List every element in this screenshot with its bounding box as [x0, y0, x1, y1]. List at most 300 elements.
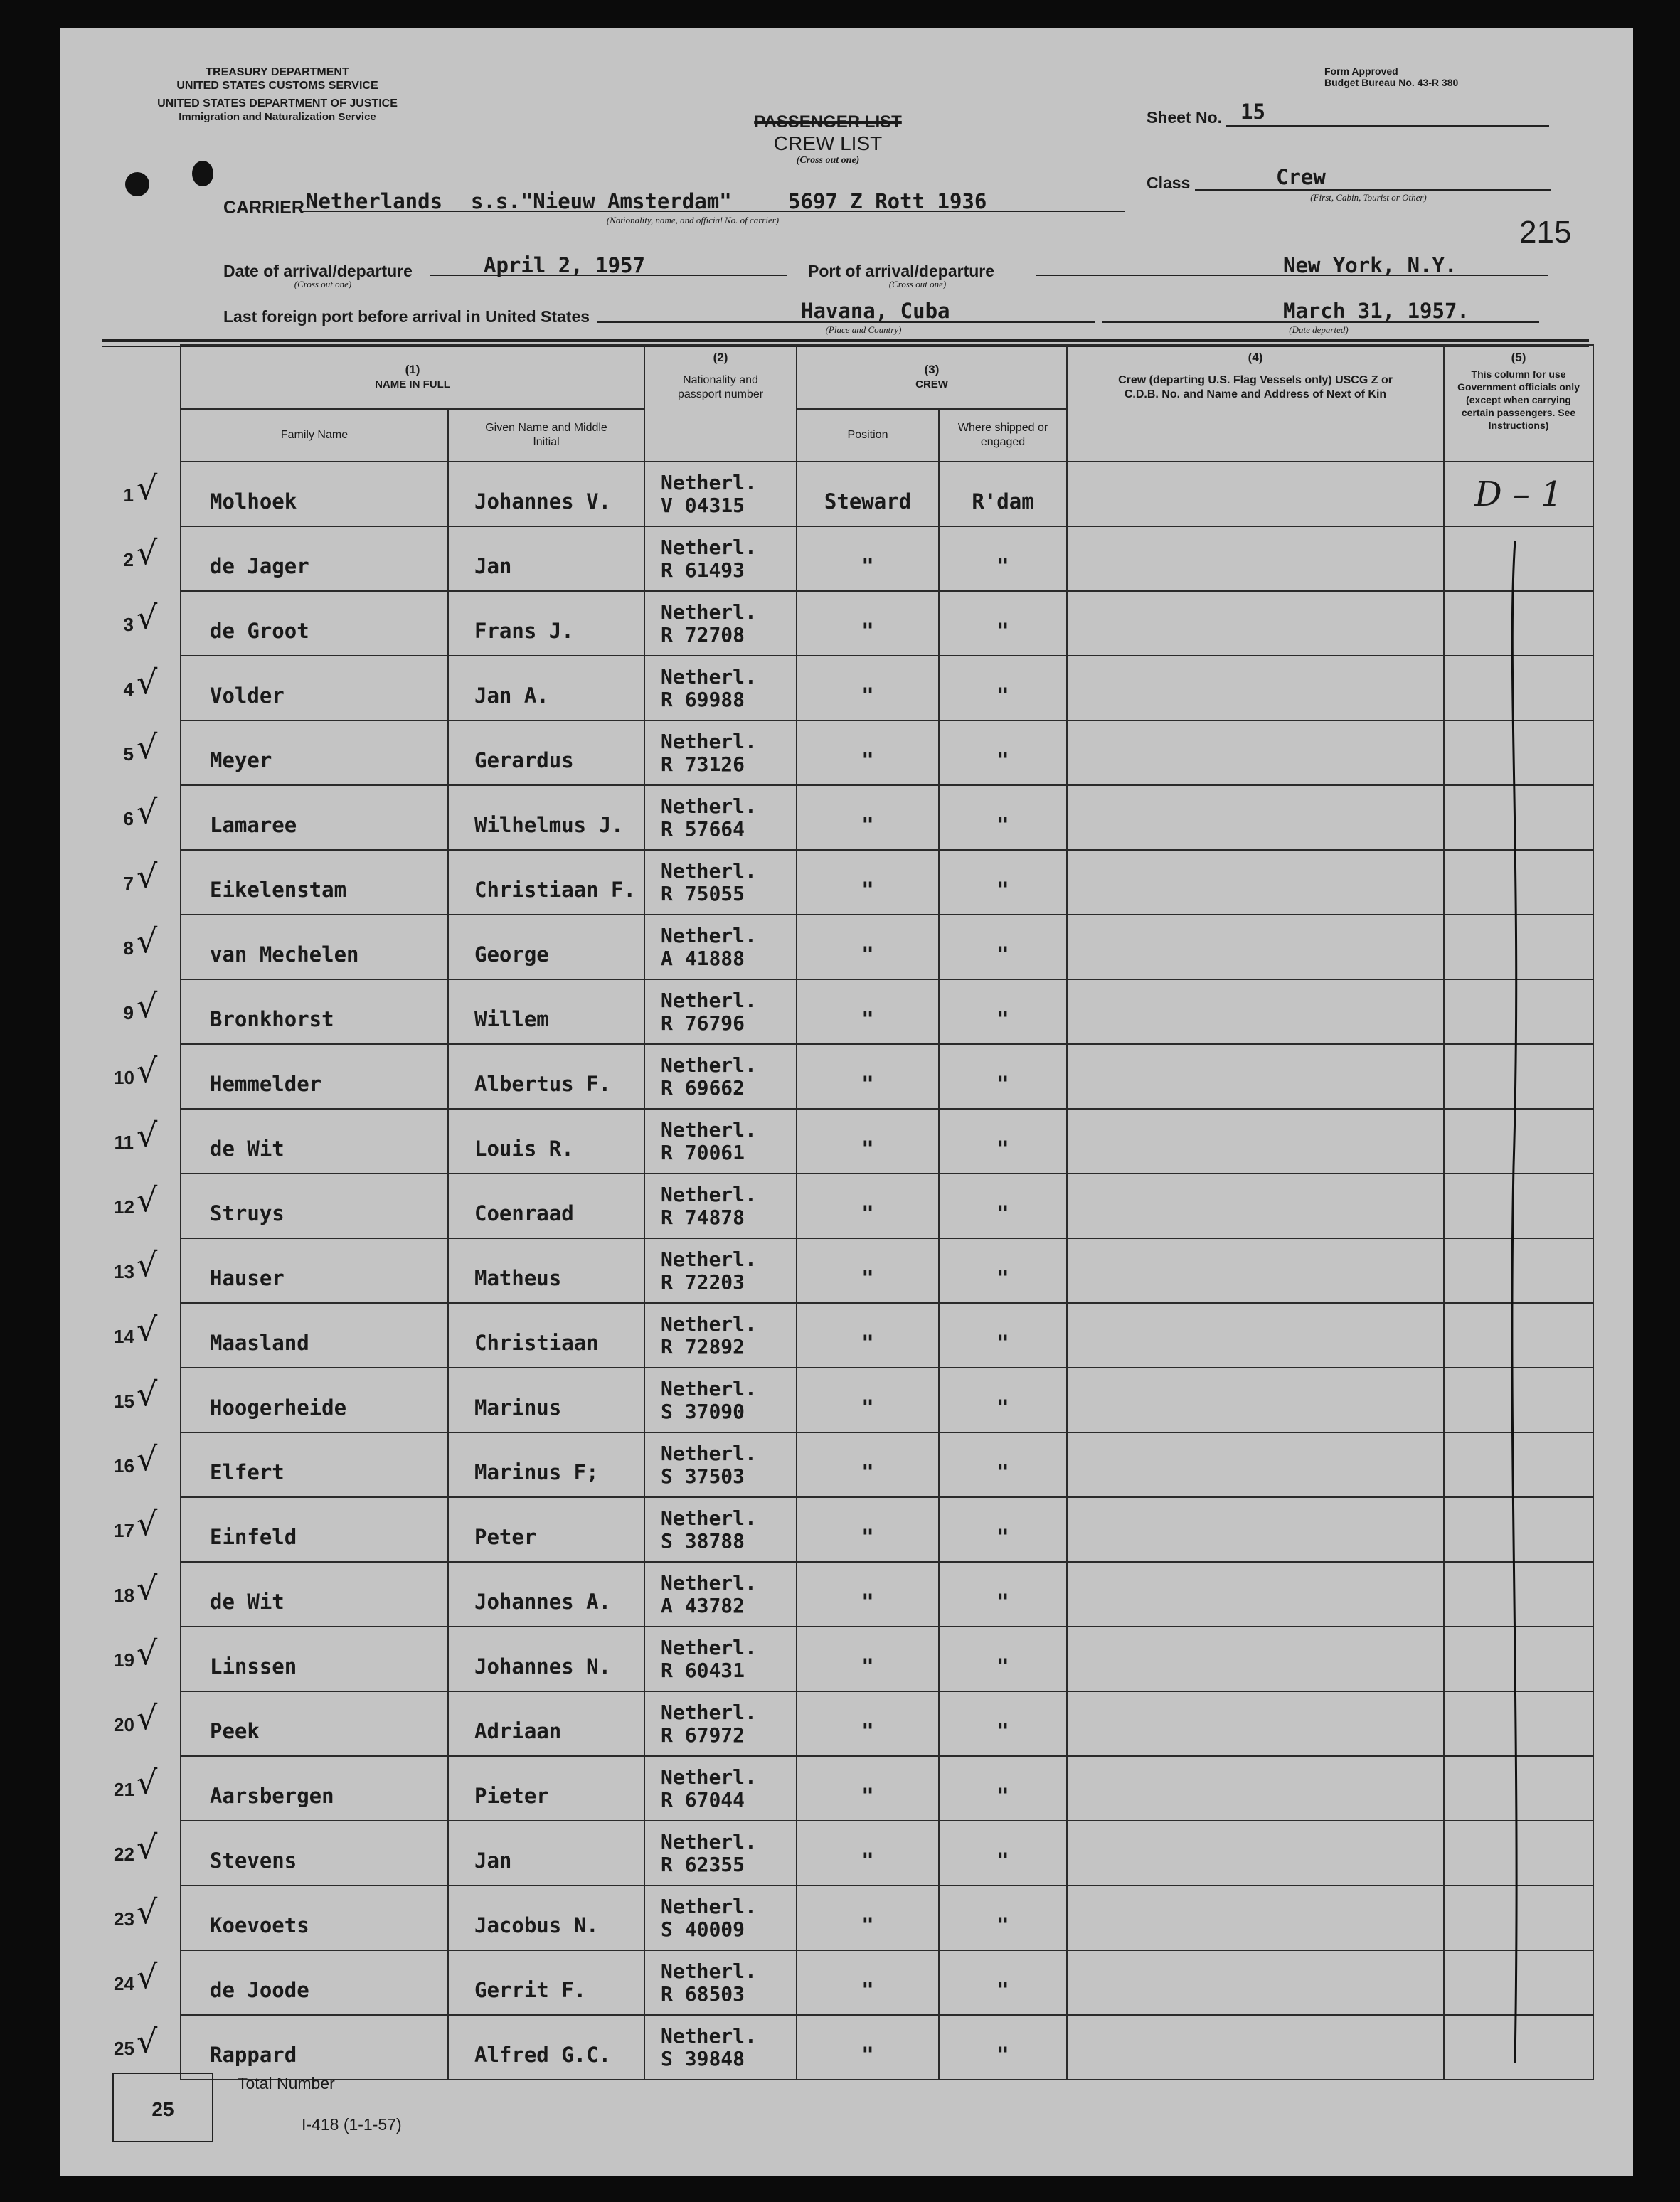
col5-header	[1444, 345, 1593, 462]
nationality-cell	[644, 1756, 797, 1821]
nationality: Netherl.	[661, 536, 757, 559]
row-number-cell	[114, 1497, 181, 1562]
next-of-kin	[1067, 1174, 1444, 1238]
passport-number: R 70061	[661, 1141, 745, 1164]
given-name: Albertus F.	[448, 1044, 644, 1109]
col4-header	[1067, 345, 1444, 462]
row-number-cell	[114, 2015, 181, 2080]
nationality: Netherl.	[661, 730, 757, 753]
position: "	[797, 1691, 939, 1756]
nationality-cell	[644, 1562, 797, 1627]
crew-table	[114, 344, 1594, 2080]
carrier-country: Netherlands	[306, 189, 443, 213]
row-number-cell	[114, 720, 181, 785]
row-number: 13	[114, 1261, 134, 1282]
passport-number: R 62355	[661, 1853, 745, 1876]
family-name: Struys	[181, 1174, 448, 1238]
nationality-cell	[644, 591, 797, 656]
nationality-cell	[644, 1238, 797, 1303]
row-number: 23	[114, 1908, 134, 1930]
passport-number: R 68503	[661, 1982, 745, 2006]
table-row	[114, 1821, 1593, 1885]
given-name: Coenraad	[448, 1174, 644, 1238]
nationality-cell	[644, 1432, 797, 1497]
passport-number: R 69662	[661, 1076, 745, 1100]
gov-use: D – 1	[1444, 462, 1593, 526]
passport-number: A 41888	[661, 947, 745, 970]
shipped-at: "	[939, 915, 1067, 979]
position: "	[797, 656, 939, 720]
checkmark: √	[137, 922, 158, 960]
checkmark: √	[137, 986, 158, 1025]
passport-number: S 40009	[661, 1918, 745, 1941]
row-number: 5	[123, 743, 134, 765]
row-number: 24	[114, 1973, 134, 1994]
nationality: Netherl.	[661, 1571, 757, 1595]
passport-number: R 60431	[661, 1659, 745, 1682]
table-row	[114, 1174, 1593, 1238]
next-of-kin	[1067, 1497, 1444, 1562]
carrier-vessel: s.s."Nieuw Amsterdam"	[471, 189, 732, 213]
row-number-cell	[114, 1432, 181, 1497]
col5-number: (5)	[1511, 351, 1526, 364]
agency-line-4: Immigration and Naturalization Service	[179, 111, 376, 123]
next-of-kin	[1067, 591, 1444, 656]
checkmark: √	[137, 1181, 158, 1219]
table-row	[114, 1885, 1593, 1950]
next-of-kin	[1067, 1821, 1444, 1885]
row-number-cell	[114, 915, 181, 979]
given-name: Marinus F;	[448, 1432, 644, 1497]
row-number-cell	[114, 785, 181, 850]
row-number: 1	[123, 484, 134, 506]
nationality: Netherl.	[661, 1701, 757, 1724]
position: "	[797, 979, 939, 1044]
agency-block	[121, 65, 434, 124]
row-number: 21	[114, 1779, 134, 1800]
title-struck: PASSENGER LIST	[754, 112, 902, 132]
row-number: 17	[114, 1520, 134, 1541]
family-name: Meyer	[181, 720, 448, 785]
row-number-cell	[114, 1368, 181, 1432]
table-row	[114, 785, 1593, 850]
row-number: 6	[123, 808, 134, 829]
nationality: Netherl.	[661, 859, 757, 883]
nationality-cell	[644, 1497, 797, 1562]
next-of-kin	[1067, 2015, 1444, 2080]
table-row	[114, 1691, 1593, 1756]
passport-number: S 38788	[661, 1529, 745, 1553]
sheet-label: Sheet No.	[1147, 108, 1223, 127]
row-number-cell	[114, 1303, 181, 1368]
nationality: Netherl.	[661, 1312, 757, 1336]
shipped-at: "	[939, 785, 1067, 850]
row-number-cell	[114, 591, 181, 656]
row-number: 25	[114, 2038, 134, 2059]
shipped-at: "	[939, 526, 1067, 591]
passport-number: S 39848	[661, 2047, 745, 2070]
row-number-cell	[114, 656, 181, 720]
row-number: 22	[114, 1844, 134, 1865]
next-of-kin	[1067, 1950, 1444, 2015]
row-number-cell	[114, 462, 181, 526]
given-name: Louis R.	[448, 1109, 644, 1174]
title-note: (Cross out one)	[796, 155, 860, 166]
checkmark: √	[137, 598, 158, 637]
title: CREW LIST	[773, 132, 883, 154]
family-name: Hemmelder	[181, 1044, 448, 1109]
last-port-value: Havana, Cuba	[801, 299, 950, 323]
port-label: Port of arrival/departure	[808, 262, 995, 280]
table-row	[114, 720, 1593, 785]
next-of-kin	[1067, 526, 1444, 591]
next-of-kin	[1067, 1238, 1444, 1303]
shipped-at: "	[939, 591, 1067, 656]
next-of-kin	[1067, 1303, 1444, 1368]
given-name: Gerrit F.	[448, 1950, 644, 2015]
family-name: Aarsbergen	[181, 1756, 448, 1821]
date-departed-note: (Date departed)	[1289, 324, 1349, 335]
col3-title: CREW	[915, 378, 948, 390]
next-of-kin	[1067, 1627, 1444, 1691]
passport-number: R 57664	[661, 817, 745, 841]
nationality-cell	[644, 2015, 797, 2080]
position: Steward	[797, 462, 939, 526]
family-name: Hoogerheide	[181, 1368, 448, 1432]
position: "	[797, 1756, 939, 1821]
port-note: (Cross out one)	[888, 279, 947, 289]
table-row	[114, 1368, 1593, 1432]
row-number-cell	[114, 1885, 181, 1950]
passport-number: R 76796	[661, 1011, 745, 1035]
family-name: Einfeld	[181, 1497, 448, 1562]
given-name: Jan	[448, 1821, 644, 1885]
row-number: 4	[123, 679, 134, 700]
row-number: 8	[123, 937, 134, 959]
shipped-at: "	[939, 1691, 1067, 1756]
class-value: Crew	[1276, 165, 1326, 189]
form-approved-block	[1324, 65, 1458, 88]
header-row-1	[114, 345, 1593, 409]
nationality: Netherl.	[661, 1442, 757, 1465]
checkmark: √	[137, 1245, 158, 1284]
table-row	[114, 1756, 1593, 1821]
shipped-at: "	[939, 1174, 1067, 1238]
passport-number: R 75055	[661, 882, 745, 905]
checkmark: √	[137, 1504, 158, 1543]
next-of-kin	[1067, 720, 1444, 785]
family-name: de Wit	[181, 1562, 448, 1627]
given-name: Willem	[448, 979, 644, 1044]
position: "	[797, 720, 939, 785]
shipped-at: "	[939, 2015, 1067, 2080]
last-port-note: (Place and Country)	[825, 324, 902, 335]
passport-number: R 67972	[661, 1723, 745, 1747]
checkmark: √	[137, 533, 158, 572]
checkmark: √	[137, 1698, 158, 1737]
row-number: 19	[114, 1649, 134, 1671]
total-box	[112, 2073, 213, 2142]
nationality-cell	[644, 1885, 797, 1950]
budget-bureau: Budget Bureau No. 43-R 380	[1324, 77, 1459, 88]
passport-number: R 72708	[661, 623, 745, 647]
col2-number: (2)	[713, 351, 728, 364]
table-row	[114, 526, 1593, 591]
shipped-at: "	[939, 1368, 1067, 1432]
table-row	[114, 1950, 1593, 2015]
next-of-kin	[1067, 1432, 1444, 1497]
carrier-note: (Nationality, name, and official No. of carrier)	[606, 215, 780, 225]
col2-title: Nationality and passport number	[677, 374, 764, 400]
col2-header	[644, 345, 797, 462]
position: "	[797, 1562, 939, 1627]
shipped-at: "	[939, 1044, 1067, 1109]
row-number-cell	[114, 979, 181, 1044]
table-row	[114, 1497, 1593, 1562]
nationality: Netherl.	[661, 1053, 757, 1077]
position: "	[797, 850, 939, 915]
col1a-header: Family Name	[181, 409, 448, 462]
nationality: Netherl.	[661, 1377, 757, 1400]
family-name: de Groot	[181, 591, 448, 656]
checkmark: √	[137, 469, 158, 507]
agency-line-3: UNITED STATES DEPARTMENT OF JUSTICE	[157, 97, 398, 110]
row-number-cell	[114, 1756, 181, 1821]
next-of-kin	[1067, 1109, 1444, 1174]
row-number-cell	[114, 1821, 181, 1885]
nationality-cell	[644, 1368, 797, 1432]
row-number: 11	[114, 1132, 134, 1153]
crew-rows	[114, 462, 1593, 2080]
checkmark: √	[137, 1440, 158, 1478]
agency-line-2: UNITED STATES CUSTOMS SERVICE	[176, 80, 378, 92]
stamp-number: 215	[1519, 215, 1572, 250]
nationality-cell	[644, 785, 797, 850]
family-name: Eikelenstam	[181, 850, 448, 915]
nationality-cell	[644, 462, 797, 526]
checkmark: √	[137, 1375, 158, 1413]
row-number: 2	[123, 549, 134, 570]
passport-number: A 43782	[661, 1594, 745, 1617]
nationality: Netherl.	[661, 1830, 757, 1853]
col1-number: (1)	[405, 363, 420, 376]
punch-hole-right	[192, 161, 213, 186]
next-of-kin	[1067, 785, 1444, 850]
position: "	[797, 1368, 939, 1432]
table-row	[114, 462, 1593, 526]
nationality-cell	[644, 1627, 797, 1691]
family-name: Maasland	[181, 1303, 448, 1368]
header-rule	[102, 339, 1589, 342]
port-value: New York, N.Y.	[1283, 253, 1457, 277]
position: "	[797, 1885, 939, 1950]
form-number: I-418 (1-1-57)	[302, 2115, 402, 2134]
row-number-cell	[114, 1174, 181, 1238]
table-row	[114, 850, 1593, 915]
given-name: Adriaan	[448, 1691, 644, 1756]
position: "	[797, 2015, 939, 2080]
passport-number: R 67044	[661, 1788, 745, 1812]
nationality: Netherl.	[661, 471, 757, 494]
given-name: Jan A.	[448, 656, 644, 720]
family-name: de Joode	[181, 1950, 448, 2015]
form-approved: Form Approved	[1324, 65, 1398, 77]
date-label: Date of arrival/departure	[223, 262, 413, 280]
col3-header	[797, 345, 1067, 409]
shipped-at: "	[939, 1950, 1067, 2015]
last-port-label: Last foreign port before arrival in United States	[223, 307, 590, 326]
row-number: 20	[114, 1714, 134, 1735]
checkmark: √	[137, 1828, 158, 1866]
nationality: Netherl.	[661, 924, 757, 947]
family-name: Peek	[181, 1691, 448, 1756]
family-name: Hauser	[181, 1238, 448, 1303]
checkmark: √	[137, 1763, 158, 1802]
nationality-cell	[644, 1044, 797, 1109]
row-number-cell	[114, 1691, 181, 1756]
table-row	[114, 915, 1593, 979]
family-name: Molhoek	[181, 462, 448, 526]
given-name: George	[448, 915, 644, 979]
given-name: Wilhelmus J.	[448, 785, 644, 850]
nationality-cell	[644, 720, 797, 785]
next-of-kin	[1067, 1885, 1444, 1950]
next-of-kin	[1067, 1044, 1444, 1109]
family-name: de Jager	[181, 526, 448, 591]
checkmark: √	[137, 1310, 158, 1349]
passport-number: R 72892	[661, 1335, 745, 1358]
nationality: Netherl.	[661, 1765, 757, 1789]
passport-number: V 04315	[661, 494, 745, 517]
row-number: 16	[114, 1455, 134, 1477]
shipped-at: "	[939, 1627, 1067, 1691]
position: "	[797, 785, 939, 850]
nationality: Netherl.	[661, 1183, 757, 1206]
nationality: Netherl.	[661, 665, 757, 688]
nationality-cell	[644, 1303, 797, 1368]
next-of-kin	[1067, 915, 1444, 979]
given-name: Johannes A.	[448, 1562, 644, 1627]
family-name: Stevens	[181, 1821, 448, 1885]
sheet-line	[1226, 125, 1549, 127]
checkmark: √	[137, 1634, 158, 1672]
nationality: Netherl.	[661, 2024, 757, 2048]
nationality: Netherl.	[661, 1895, 757, 1918]
family-name: Volder	[181, 656, 448, 720]
nationality: Netherl.	[661, 794, 757, 818]
sheet-number: 15	[1240, 100, 1265, 124]
col1b-header: Given Name and Middle Initial	[448, 409, 644, 462]
position: "	[797, 591, 939, 656]
given-name: Jacobus N.	[448, 1885, 644, 1950]
given-name: Johannes V.	[448, 462, 644, 526]
shipped-at: "	[939, 979, 1067, 1044]
table-row	[114, 1238, 1593, 1303]
family-name: Bronkhorst	[181, 979, 448, 1044]
shipped-at: "	[939, 1562, 1067, 1627]
col1-header	[181, 345, 644, 409]
position: "	[797, 1044, 939, 1109]
nationality-cell	[644, 1950, 797, 2015]
checkmark: √	[137, 728, 158, 766]
row-number: 7	[123, 873, 134, 894]
nationality: Netherl.	[661, 600, 757, 624]
passport-number: S 37090	[661, 1400, 745, 1423]
row-number-cell	[114, 850, 181, 915]
checkmark: √	[137, 1051, 158, 1090]
shipped-at: R'dam	[939, 462, 1067, 526]
given-name: Frans J.	[448, 591, 644, 656]
checkmark: √	[137, 1957, 158, 1996]
col3b-header: Where shipped or engaged	[939, 409, 1067, 462]
passport-number: S 37503	[661, 1464, 745, 1488]
date-value: April 2, 1957	[484, 253, 645, 277]
given-name: Christiaan F.	[448, 850, 644, 915]
table-row	[114, 1627, 1593, 1691]
punch-hole-left	[125, 172, 149, 196]
row-number: 18	[114, 1585, 134, 1606]
nationality-cell	[644, 979, 797, 1044]
shipped-at: "	[939, 1756, 1067, 1821]
next-of-kin	[1067, 1562, 1444, 1627]
total-value: 25	[151, 2098, 174, 2120]
table-row	[114, 1432, 1593, 1497]
col3a-header: Position	[797, 409, 939, 462]
table-row	[114, 1562, 1593, 1627]
shipped-at: "	[939, 850, 1067, 915]
family-name: de Wit	[181, 1109, 448, 1174]
carrier-label: CARRIER	[223, 198, 304, 218]
col5-title: This column for use Government officials only (except when carrying certain passengers. See Instructions)	[1457, 368, 1580, 431]
nationality-cell	[644, 1691, 797, 1756]
col1-title: NAME IN FULL	[375, 378, 450, 390]
nationality-cell	[644, 1821, 797, 1885]
given-name: Marinus	[448, 1368, 644, 1432]
given-name: Gerardus	[448, 720, 644, 785]
row-number: 10	[114, 1067, 134, 1088]
shipped-at: "	[939, 1821, 1067, 1885]
given-name: Alfred G.C.	[448, 2015, 644, 2080]
nationality: Netherl.	[661, 1248, 757, 1271]
passport-number: R 61493	[661, 558, 745, 582]
row-number: 14	[114, 1326, 134, 1347]
checkmark: √	[137, 1569, 158, 1607]
position: "	[797, 1627, 939, 1691]
position: "	[797, 526, 939, 591]
row-number-cell	[114, 1044, 181, 1109]
next-of-kin	[1067, 1756, 1444, 1821]
carrier-official-number: 5697 Z Rott 1936	[788, 189, 987, 213]
row-number-cell	[114, 1950, 181, 2015]
row-number-cell	[114, 1627, 181, 1691]
family-name: Rappard	[181, 2015, 448, 2080]
table-row	[114, 656, 1593, 720]
table-row	[114, 1303, 1593, 1368]
checkmark: √	[137, 663, 158, 701]
table-row	[114, 2015, 1593, 2080]
given-name: Peter	[448, 1497, 644, 1562]
checkmark: √	[137, 2022, 158, 2060]
position: "	[797, 1821, 939, 1885]
class-label: Class	[1147, 174, 1191, 192]
col3-number: (3)	[924, 363, 940, 376]
next-of-kin	[1067, 1368, 1444, 1432]
date-departed: March 31, 1957.	[1283, 299, 1469, 323]
passport-number: R 72203	[661, 1270, 745, 1294]
next-of-kin	[1067, 656, 1444, 720]
family-name: Linssen	[181, 1627, 448, 1691]
given-name: Jan	[448, 526, 644, 591]
